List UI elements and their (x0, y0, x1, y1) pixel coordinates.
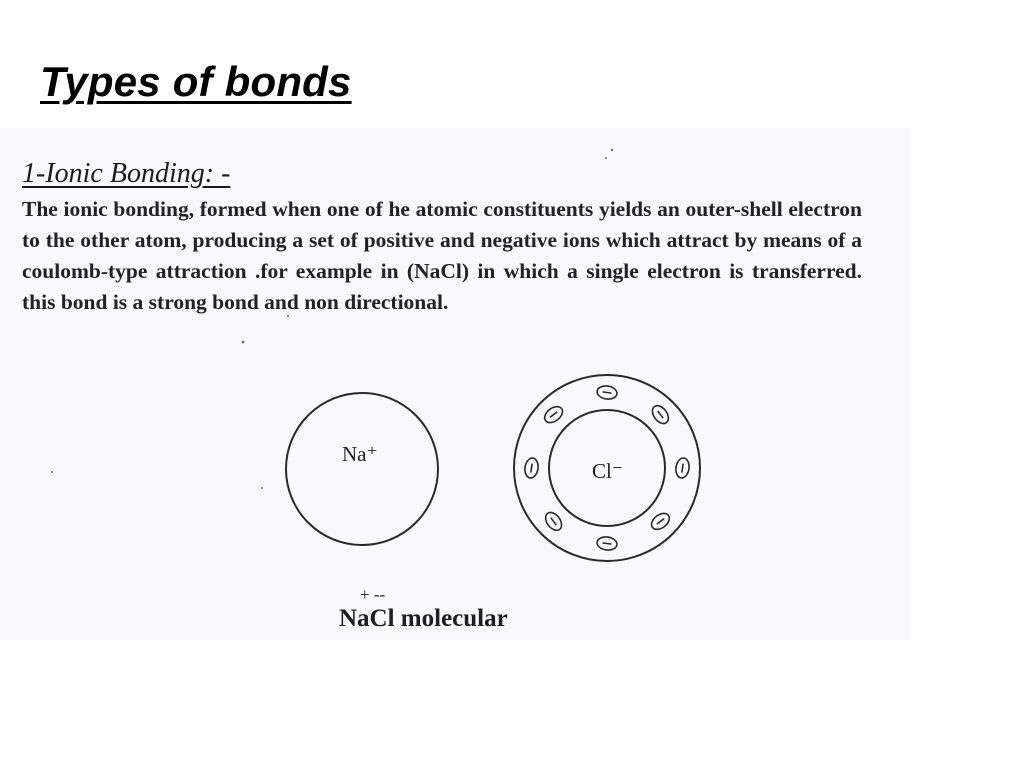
slide-title: Types of bonds (40, 58, 352, 105)
electron-icon (675, 457, 691, 479)
charge-marks: + -- (360, 585, 386, 604)
electron-icon (649, 510, 673, 532)
scanned-textbook-image (0, 128, 910, 640)
ionic-bonding-heading: 1-Ionic Bonding: - (22, 158, 231, 189)
chlorine-ion-label: Cl⁻ (592, 459, 623, 483)
sodium-ion-circle (286, 393, 438, 545)
scan-speck (605, 157, 607, 159)
electron-icon (596, 536, 618, 552)
ionic-bonding-description: The ionic bonding, formed when one of he atomic constituents yields an outer-shell electron to the other atom, producing a set of positive and negative ions which attract by means of a coulomb-type attraction .for example in (NaCl) in which a single electron is transferred. this bond is a strong bond and non directional. (22, 197, 862, 314)
electron-icon (542, 510, 564, 534)
scan-speck (261, 487, 263, 489)
electron-icon (649, 403, 671, 427)
diagram-caption: NaCl molecular (339, 605, 508, 632)
electron-icon (524, 457, 540, 479)
scan-speck (51, 471, 53, 473)
electron-icon (596, 385, 618, 401)
nacl-diagram (0, 128, 910, 640)
sodium-ion-label: Na⁺ (342, 442, 378, 466)
scan-speck (287, 315, 289, 317)
scan-speck (611, 149, 613, 151)
electron-icon (542, 403, 566, 425)
scan-speck (242, 341, 245, 344)
